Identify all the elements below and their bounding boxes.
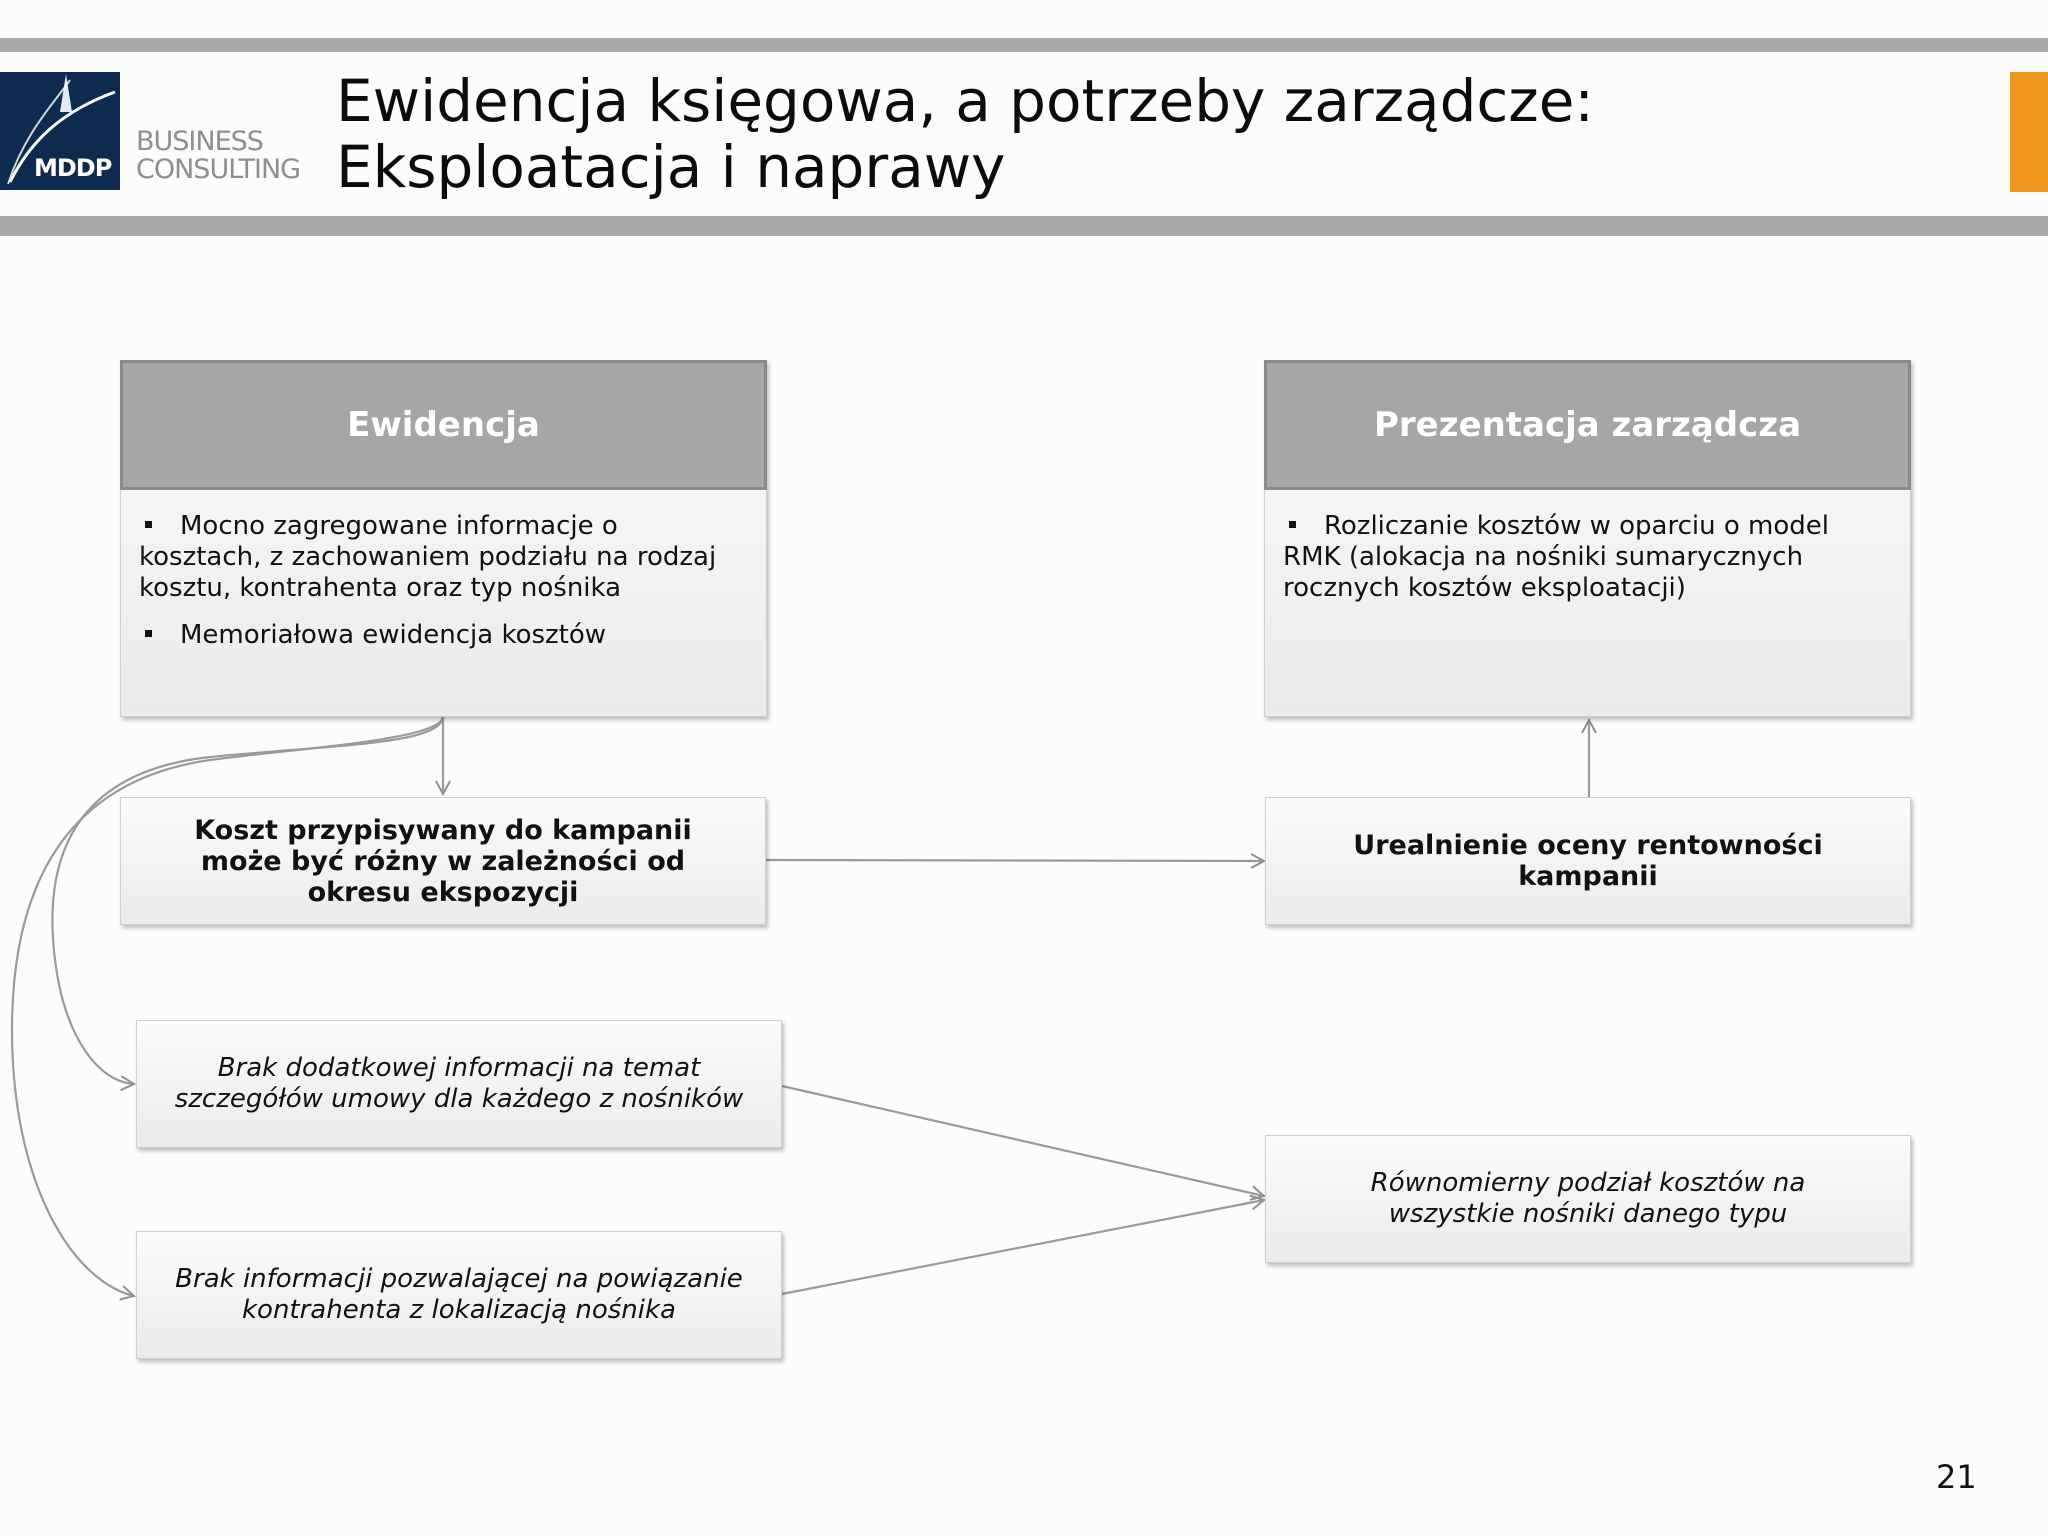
arrow-brak1-to-rownomierny <box>782 1086 1264 1196</box>
ewidencja-bullet-2-text: Memoriałowa ewidencja kosztów <box>180 620 607 650</box>
title-line-1: Ewidencja księgowa, a potrzeby zarządcze: <box>336 67 1594 135</box>
urealnienie-box <box>1265 797 1911 925</box>
rownomierny-podzial-box <box>1265 1135 1911 1263</box>
ewidencja-body <box>121 501 766 667</box>
rownomierny-podzial-text: Równomierny podział kosztów na wszystkie nośniki danego typu <box>1370 1168 1806 1229</box>
logo-text-line1: BUSINESS <box>136 126 263 157</box>
bullet-square-icon <box>1289 521 1296 528</box>
prezentacja-header-label: Prezentacja zarządcza <box>1373 405 1802 445</box>
koszt-text: Koszt przypisywany do kampanii może być różny w zależności od okresu ekspozycji <box>194 814 692 908</box>
logo-mark: MDDP <box>34 154 112 182</box>
arrow-koszt-to-urealnienie <box>766 860 1264 861</box>
logo-text-line2: CONSULTING <box>136 154 301 185</box>
title-line-2: Eksploatacja i naprawy <box>336 133 1006 201</box>
ewidencja-header-label: Ewidencja <box>347 405 540 445</box>
ewidencja-bullet-1 <box>139 511 748 604</box>
prezentacja-bullet-1-text: Rozliczanie kosztów w oparciu o model RMK (alokacja na nośniki sumarycznych rocznych kosztów eksploatacji) <box>1283 511 1829 603</box>
arrow-brak2-to-rownomierny <box>782 1200 1264 1294</box>
brak-informacji-umowy-text: Brak dodatkowej informacji na temat szczegółów umowy dla każdego z nośników <box>174 1053 744 1114</box>
prezentacja-body <box>1265 501 1910 620</box>
bullet-square-icon <box>145 630 152 637</box>
brak-informacji-lokalizacji-text: Brak informacji pozwalającej na powiązanie kontrahenta z lokalizacją nośnika <box>175 1264 743 1325</box>
prezentacja-box <box>1264 360 1911 717</box>
ewidencja-header <box>120 360 767 490</box>
prezentacja-bullet-1 <box>1283 511 1892 604</box>
urealnienie-text: Urealnienie oceny rentowności kampanii <box>1353 830 1823 892</box>
bullet-square-icon <box>145 521 152 528</box>
ewidencja-bullet-2 <box>139 620 748 651</box>
prezentacja-header <box>1264 360 1911 490</box>
brak-informacji-umowy-box <box>136 1020 782 1148</box>
ewidencja-bullet-1-text: Mocno zagregowane informacje o kosztach, z zachowaniem podziału na rodzaj kosztu, kontrahenta oraz typ nośnika <box>139 511 717 603</box>
ewidencja-box <box>120 360 767 717</box>
brak-informacji-lokalizacji-box <box>136 1231 782 1359</box>
koszt-box <box>120 797 766 925</box>
page-number: 21 <box>1936 1458 1977 1496</box>
